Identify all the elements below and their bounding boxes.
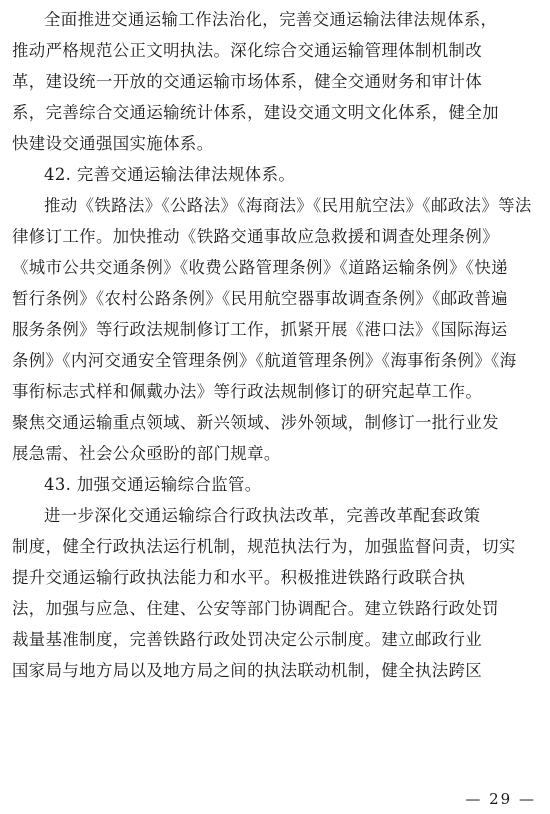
page-number: — 29 — xyxy=(465,790,536,808)
text-line: 事衔标志式样和佩戴办法》等行政法规制修订的研究起草工作。 xyxy=(12,382,483,401)
text-line: 暂行条例》《农村公路条例》《民用航空器事故调查条例》《邮政普遍 xyxy=(12,289,508,308)
text-line: 快建设交通强国实施体系。 xyxy=(12,134,214,153)
text-line: 制度，健全行政执法运行机制，规范执法行为，加强监督问责，切实 xyxy=(12,537,516,556)
text-line: 全面推进交通运输工作法治化，完善交通运输法律法规体系， xyxy=(44,10,498,29)
text-line: 聚焦交通运输重点领域、新兴领域、涉外领域，制修订一批行业发 xyxy=(12,413,499,432)
text-line: 法，加强与应急、住建、公安等部门协调配合。建立铁路行政处罚 xyxy=(12,599,499,618)
text-line: 推动《铁路法》《公路法》《海商法》《民用航空法》《邮政法》等法 xyxy=(44,196,532,215)
text-line: 推动严格规范公正文明执法。深化综合交通运输管理体制机制改 xyxy=(12,41,483,60)
text-line: 43. 加强交通运输综合监管。 xyxy=(44,475,262,494)
text-line: 42. 完善交通运输法律法规体系。 xyxy=(44,165,296,184)
text-line: 进一步深化交通运输综合行政执法改革，完善改革配套政策 xyxy=(44,506,481,525)
body-text xyxy=(12,4,540,686)
text-line: 条例》《内河交通安全管理条例》《航道管理条例》《海事衔条例》《海 xyxy=(12,351,517,370)
text-line: 《城市公共交通条例》《收费公路管理条例》《道路运输条例》《快递 xyxy=(12,258,508,277)
text-line: 革，建设统一开放的交通运输市场体系，健全交通财务和审计体 xyxy=(12,72,483,91)
text-line: 服务条例》等行政法规制修订工作，抓紧开展《港口法》《国际海运 xyxy=(12,320,508,339)
text-line: 提升交通运输行政执法能力和水平。积极推进铁路行政联合执 xyxy=(12,568,466,587)
text-line: 国家局与地方局以及地方局之间的执法联动机制，健全执法跨区 xyxy=(12,661,483,680)
text-line: 展急需、社会公众亟盼的部门规章。 xyxy=(12,444,281,463)
text-line: 裁量基准制度，完善铁路行政处罚决定公示制度。建立邮政行业 xyxy=(12,630,483,649)
text-line: 律修订工作。加快推动《铁路交通事故应急救援和调查处理条例》 xyxy=(12,227,499,246)
text-line: 系，完善综合交通运输统计体系，建设交通文明文化体系，健全加 xyxy=(12,103,499,122)
